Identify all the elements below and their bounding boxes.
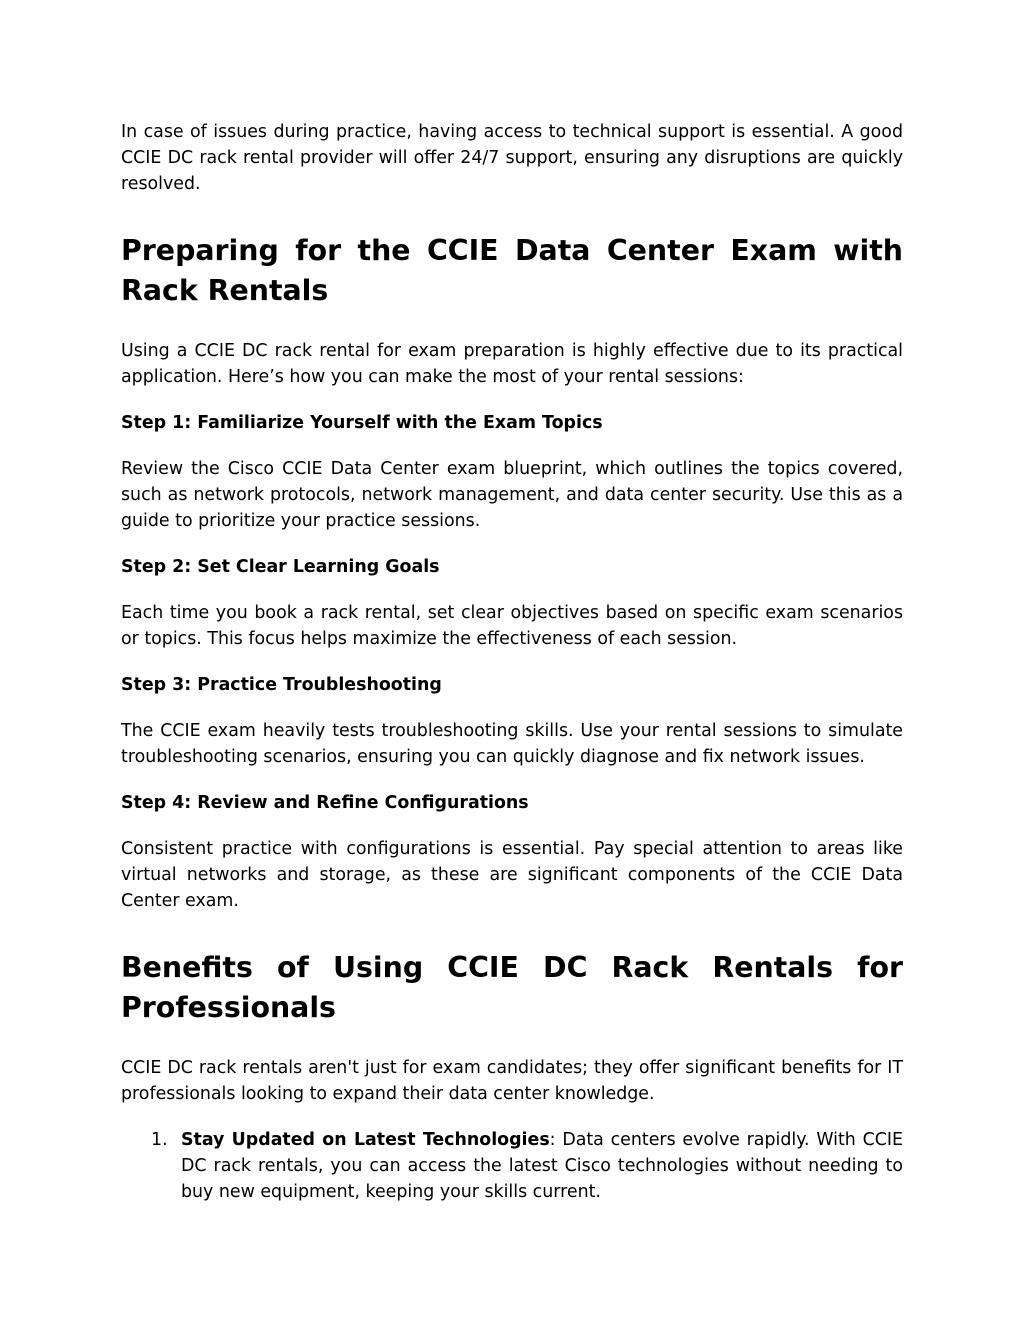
list-item-number: 1. xyxy=(151,1130,168,1150)
list-item xyxy=(121,1127,903,1205)
step-3-heading: Step 3: Practice Troubleshooting xyxy=(121,675,442,695)
step-2-heading: Step 2: Set Clear Learning Goals xyxy=(121,557,440,577)
section-heading-preparing: Preparing for the CCIE Data Center Exam with Rack Rentals xyxy=(121,234,903,307)
step-4-text: Consistent practice with configurations is essential. Pay special attention to areas like virtual networks and storage, as these are significant components of the CCIE Data Center exam. xyxy=(121,839,903,911)
section-paragraph-preparing: Using a CCIE DC rack rental for exam preparation is highly effective due to its practical application. Here’s how you can make the most of your rental sessions: xyxy=(121,341,903,387)
intro-paragraph: In case of issues during practice, having access to technical support is essential. A good CCIE DC rack rental provider will offer 24/7 support, ensuring any disruptions are quickly resolved. xyxy=(121,122,903,194)
section-paragraph-benefits: CCIE DC rack rentals aren't just for exam candidates; they offer significant benefits for IT professionals looking to expand their data center knowledge. xyxy=(121,1058,903,1104)
step-1-heading: Step 1: Familiarize Yourself with the Exam Topics xyxy=(121,413,603,433)
list-item-title: Stay Updated on Latest Technologies xyxy=(181,1130,550,1150)
step-3-text: The CCIE exam heavily tests troubleshooting skills. Use your rental sessions to simulate troubleshooting scenarios, ensuring you can quickly diagnose and fix network issues. xyxy=(121,721,903,767)
benefits-list xyxy=(121,1127,903,1205)
step-4-heading: Step 4: Review and Refine Configurations xyxy=(121,793,529,813)
list-item-text: : Data centers evolve rapidly. With CCIE DC rack rentals, you can access the latest Cisco technologies without needing to buy new equipment, keeping your skills current. xyxy=(181,1130,903,1202)
step-2-text: Each time you book a rack rental, set clear objectives based on specific exam scenarios or topics. This focus helps maximize the effectiveness of each session. xyxy=(121,603,903,649)
section-heading-benefits: Benefits of Using CCIE DC Rack Rentals for Professionals xyxy=(121,951,903,1024)
document-page xyxy=(121,119,903,1205)
step-1-text: Review the Cisco CCIE Data Center exam blueprint, which outlines the topics covered, such as network protocols, network management, and data center security. Use this as a guide to prioritize your practice sessions. xyxy=(121,459,903,531)
